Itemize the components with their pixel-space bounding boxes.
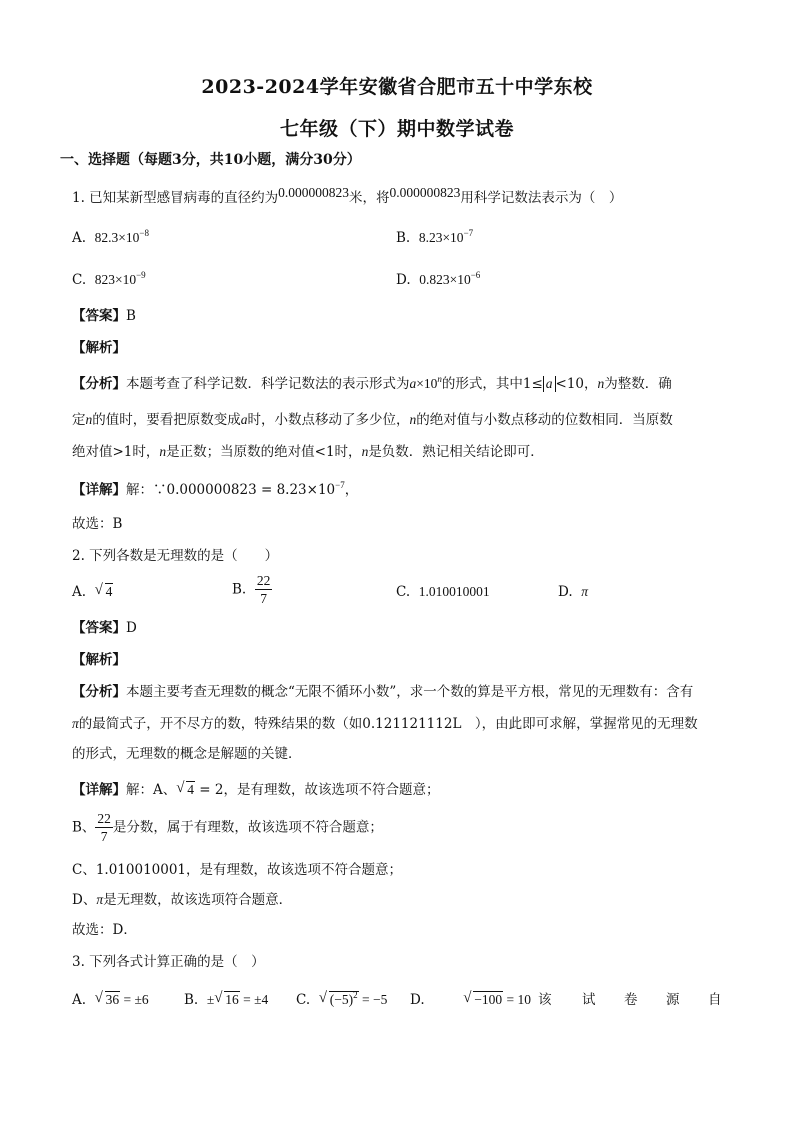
q1-detail: 【详解】解：∵0.000000823 = $8.23\times 10^{-7}$， <box>72 480 359 498</box>
q1-fenxi-line1: 【分析】本题考查了科学记数．科学记数法的表示形式为$a\times 10^n$的形式，其中1≤ a <10，n为整数．确 <box>72 374 672 392</box>
q2-analysis-tag: 【解析】 <box>72 652 126 668</box>
exam-title-line1: 2023-2024学年安徽省合肥市五十中学东校 <box>201 76 593 98</box>
q3-stem: 3. 下列各式计算正确的是（ ） <box>72 954 265 970</box>
q2-answer: 【答案】D <box>72 620 137 636</box>
q1-option-c: C. $823\times 10^{-9}$ <box>72 270 146 288</box>
q1-option-a: A. $82.3\times 10^{-8}$ <box>72 228 149 246</box>
q2-detail-c: C、1.010010001，是有理数，故该选项不符合题意； <box>72 862 403 878</box>
q1-choose: 故选：B <box>72 516 123 532</box>
exam-title-line2: 七年级（下）期中数学试卷 <box>279 118 514 140</box>
q2-detail-d: D、π是无理数，故该选项符合题意． <box>72 892 293 908</box>
q1-fenxi-line3: 绝对值>1时，n是正数；当原数的绝对值<1时，n是负数．熟记相关结论即可． <box>72 444 544 460</box>
q2-option-c: C. 1.010010001 <box>396 584 490 600</box>
q1-option-b: B. $8.23\times 10^{-7}$ <box>396 228 474 246</box>
exam-page: 2023-2024学年安徽省合肥市五十中学东校 七年级（下）期中数学试卷 一、选择题（每题3分，共10小题，满分30分） 1. 已知某新型感冒病毒的直径约为0.000000823米，将0.000000823用科学记数法表示为（ ） A. $82.3\times 10^{-8}$ B. $8.23\times 10^{-7}$ C. $823\times 10^{-9}$ D. $0.823\times 10^{-6}$ 【答案】B 【解析】 【分析】本题考查了科学记数．科学记数法的表示形式为$a\times 10^n$的形式，其中1≤ a <10，n为整数．确 定n的值时，要看把原数变成a时，小数点移动了多少位，n的绝对值与小数点移动的位数相同．当原数 绝对值>1时，n是正数；当原数的绝对值<1时，n是负数．熟记相关结论即可． 【详解】解：∵0.000000823 = $8.23\times 10^{-7}$， 故选：B 2. 下列各数是无理数的是（ ） A. √ 4 B. $\frac{22}{7}$ C. 1.010010001 D. π 【答案】D 【解析】 【分析】本题主要考查无理数的概念“无限不循环小数”，求一个数的算是平方根，常见的无理数有：含有 π的最简式子，开不尽方的数，特殊结果的数（如0.121121112L ），由此即可求解，掌握常见的无理数 的形式，无理数的概念是解题的关键． 【详解】解：A、√ 4 = 2，是有理数，故该选项不符合题意； B、 $\frac{22}{7}$ 是分数，属于有理数，故该选项不符合题意； C、1.010010001，是有理数，故该选项不符合题意； D、π是无理数，故该选项符合题意． 故选：D． 3. 下列各式计算正确的是（ ） A. √ 36 = ±6 B. ±√ 16 = ±4 C. √ $(-5)^2 = -5$ D. √ −100 = 10 该 试 卷 源 自 <box>0 0 794 1123</box>
q2-detail-b: B、 $\frac{22}{7}$ 是分数，属于有理数，故该选项不符合题意； <box>72 811 383 844</box>
q3-option-a: A. √ 36 = ±6 <box>72 990 149 1010</box>
q3-option-b: B. ±√ 16 = ±4 <box>184 990 268 1010</box>
q2-option-a: A. √ 4 <box>72 582 113 602</box>
q2-detail-a: 【详解】解：A、√ 4 = 2，是有理数，故该选项不符合题意； <box>72 780 439 800</box>
q1-answer: 【答案】B <box>72 308 136 324</box>
q3-option-c: C. √ $(-5)^2 = -5$ <box>296 990 387 1010</box>
section-heading: 一、选择题（每题3分，共10小题，满分30分） <box>60 152 361 168</box>
q1-analysis-tag: 【解析】 <box>72 340 126 356</box>
q1-fenxi-line2: 定n的值时，要看把原数变成a时，小数点移动了多少位，n的绝对值与小数点移动的位数相同．当原数 <box>72 412 673 428</box>
q2-stem: 2. 下列各数是无理数的是（ ） <box>72 548 279 564</box>
q1-option-d: D. $0.823\times 10^{-6}$ <box>396 270 481 288</box>
q2-fenxi-line2: π的最简式子，开不尽方的数，特殊结果的数（如0.121121112L ），由此即可求解，掌握常见的无理数 <box>72 716 698 732</box>
q3-option-d: D. √ −100 = 10 <box>410 990 531 1010</box>
q1-stem: 1. 已知某新型感冒病毒的直径约为0.000000823米，将0.000000823用科学记数法表示为（ ） <box>72 185 623 206</box>
q2-fenxi-line1: 【分析】本题主要考查无理数的概念“无限不循环小数”，求一个数的算是平方根，常见的无理数有：含有 <box>72 684 694 700</box>
q2-choose: 故选：D． <box>72 922 137 938</box>
q2-fenxi-line3: 的形式，无理数的概念是解题的关键． <box>72 746 302 762</box>
q2-option-d: D. π <box>558 584 588 600</box>
q2-option-b: B. $\frac{22}{7}$ <box>232 573 271 606</box>
